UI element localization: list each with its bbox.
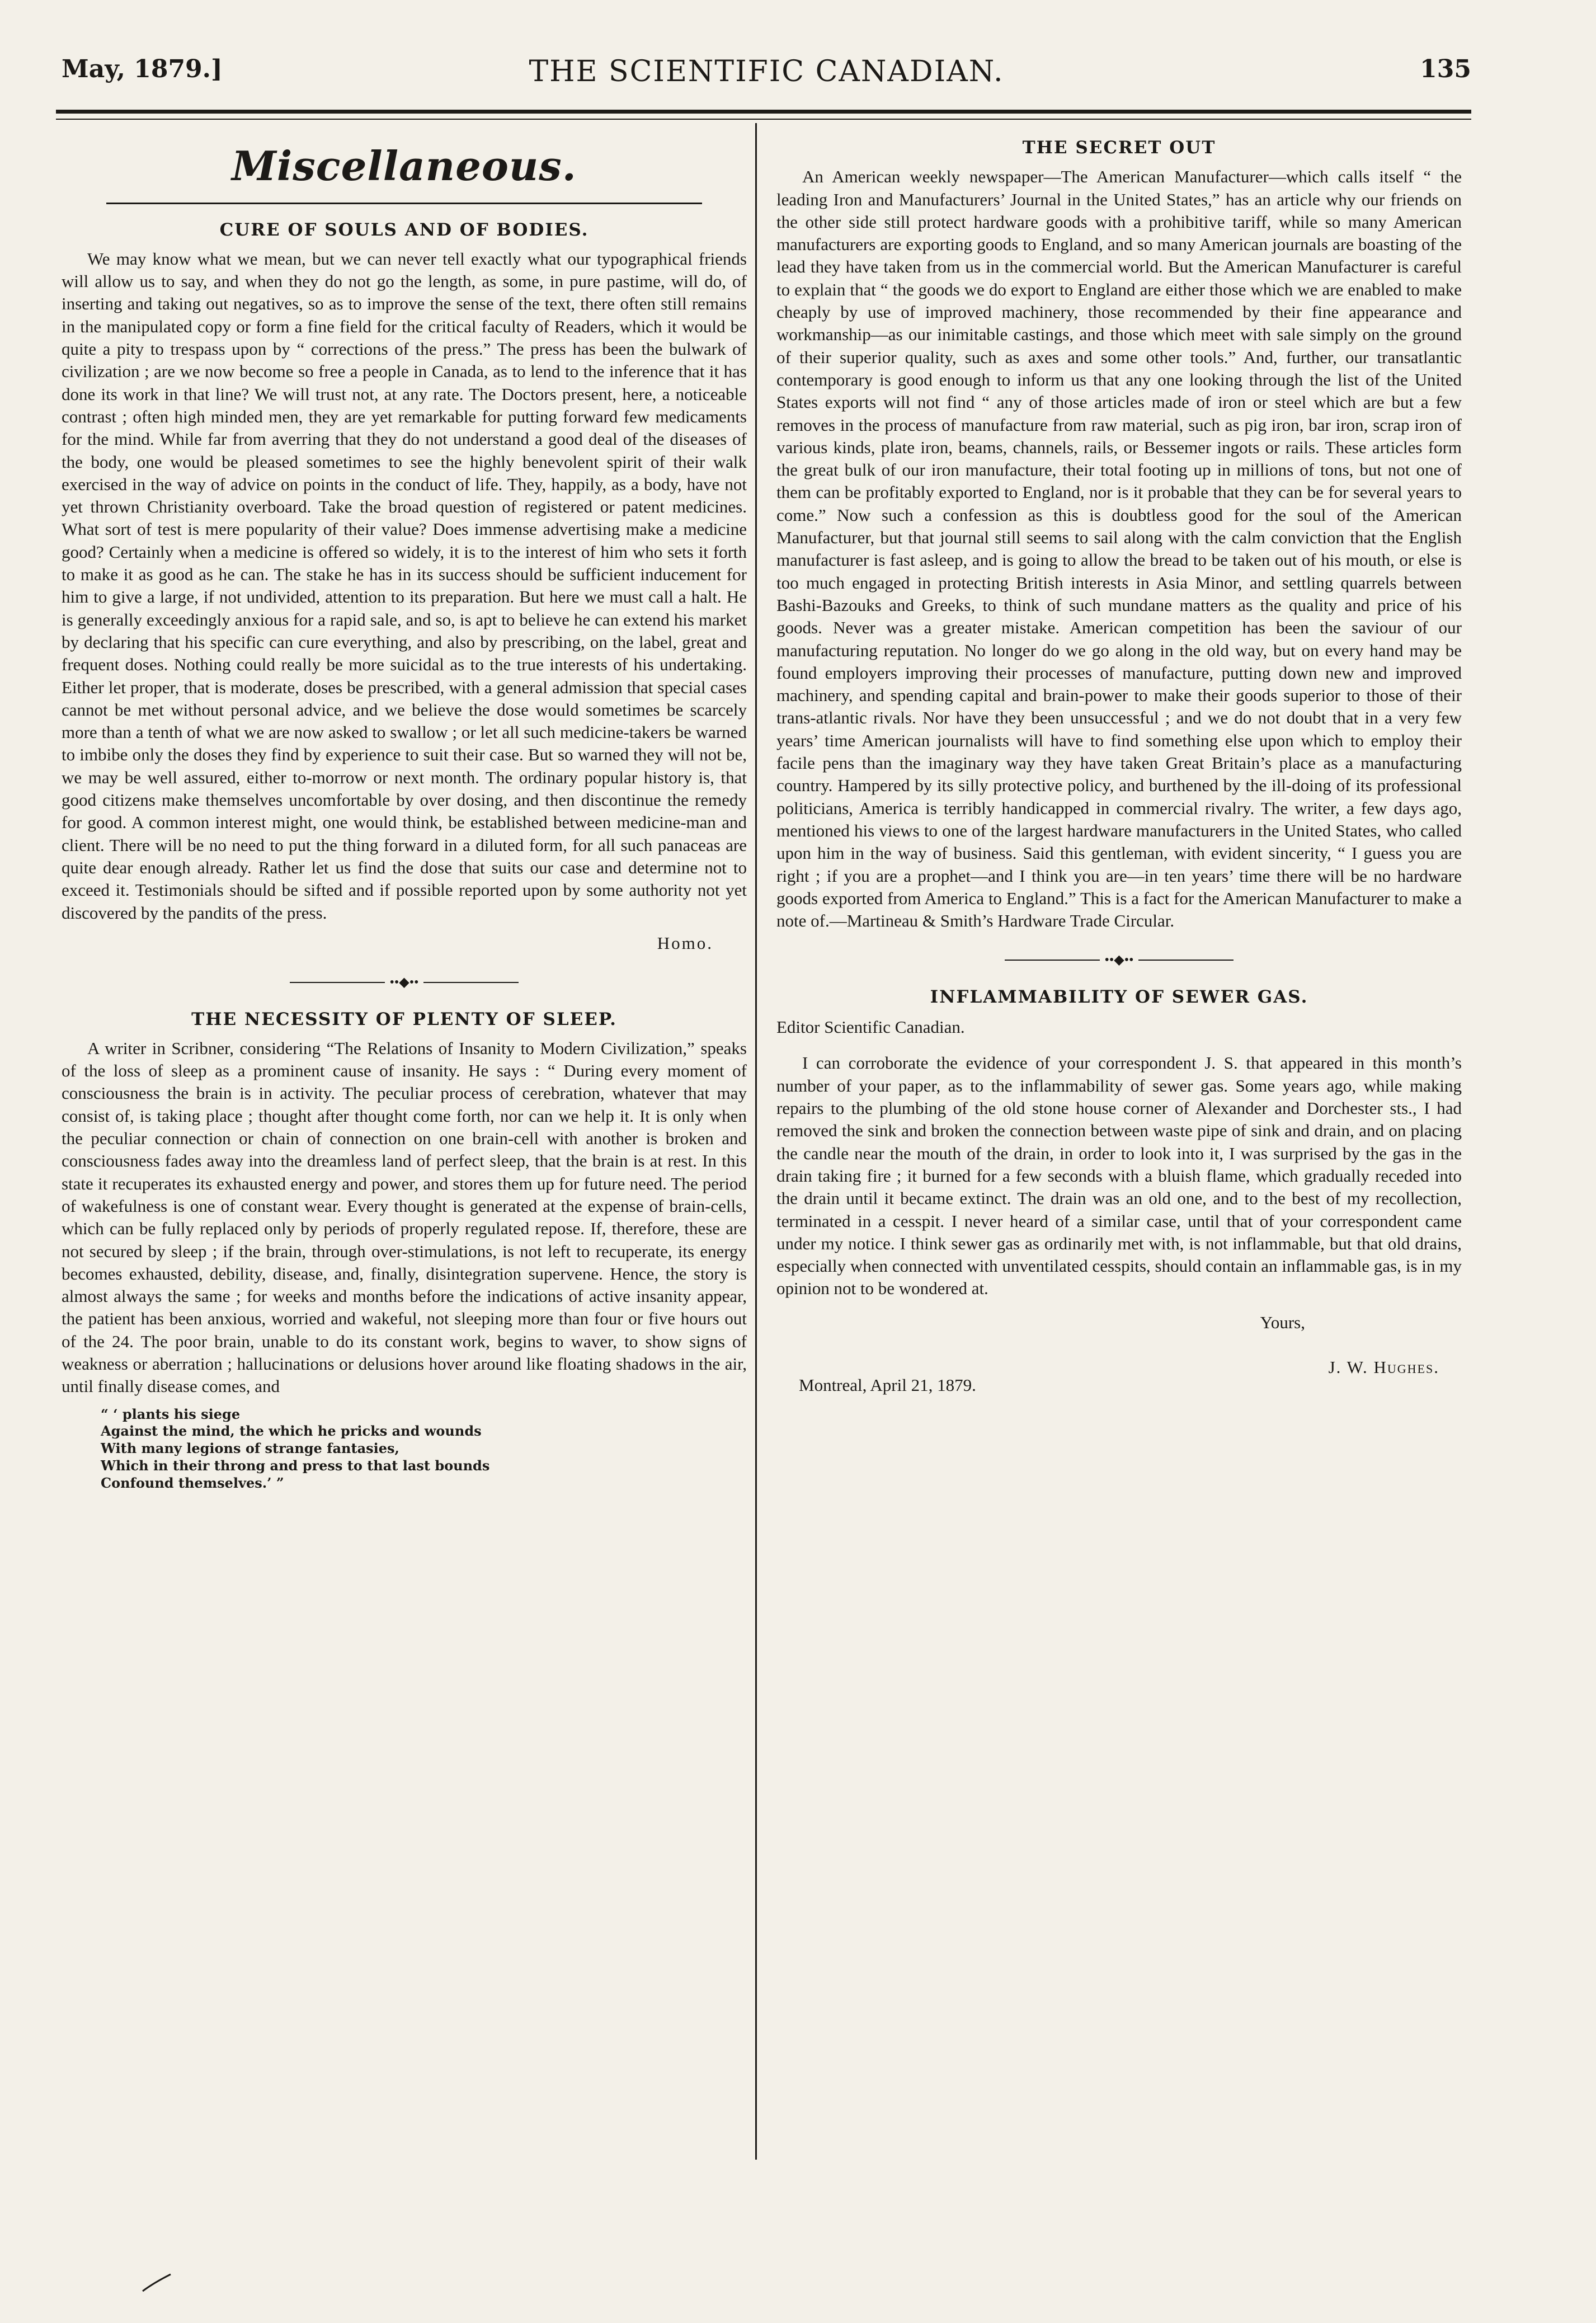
- article-paragraph: A writer in Scribner, considering “The Relations of Insanity to Modern Civilization,” speaks of the loss of sleep as a prominent cause of insanity. He says : “ During every moment of consciousness the brain is in activity. The peculiar process of cerebration, whatever that may consist of, is taking place ; thought after thought come forth, nor can we help it. It is only when the peculiar connection or chain of connection on one brain-cell with another is broken and consciousness fades away into the dreamless land of perfect sleep, that the brain is at rest. In this state it recuperates its exhausted energy and power, and stores them up for future need. The period of wakefulness is one of constant wear. Every thought is generated at the expense of brain-cells, which can be fully replaced only by periods of properly regulated repose. If, therefore, these are not secured by sleep ; if the brain, through over-stimulations, is not left to recuperate, its energy becomes exhausted, debility, disease, and, finally, disintegration supervene. Hence, the story is almost always the same ; for weeks and months before the indications of active insanity appear, the patient has been anxious, worried and wakeful, not sleeping more than four or five hours out of the 24. The poor brain, unable to do its constant work, begins to waver, to show signs of weakness or aberration ; hallucinations or delusions hover around like floating shadows in the air, until finally disease comes, and: [62, 1038, 747, 1396]
- section-separator: [62, 975, 747, 989]
- separator-ornament: ••◆••: [389, 975, 419, 990]
- separator-ornament: ••◆••: [1104, 952, 1134, 967]
- header-rule-thin: [56, 119, 1471, 120]
- article-title: CURE OF SOULS AND OF BODIES.: [219, 219, 589, 240]
- issue-date: May, 1879.]: [62, 55, 223, 83]
- article-title: INFLAMMABILITY OF SEWER GAS.: [930, 986, 1308, 1007]
- column-divider: [755, 123, 757, 2160]
- letter-signature: J. W. Hughes.: [1328, 1357, 1439, 1377]
- article-cure-of-souls: [62, 219, 747, 955]
- verse-line: Against the mind, the which he pricks and wounds: [101, 1423, 482, 1440]
- letter-place-date: Montreal, April 21, 1879.: [799, 1375, 976, 1395]
- page-number: 135: [1420, 55, 1471, 83]
- running-head: [62, 55, 1471, 100]
- article-title: THE SECRET OUT: [1022, 138, 1216, 158]
- letter-closing: Yours,: [1260, 1312, 1305, 1332]
- verse-line: Which in their throng and press to that last bounds: [101, 1457, 490, 1474]
- article-secret-out: [776, 137, 1462, 932]
- left-column: [62, 129, 747, 1492]
- masthead-rule: [106, 203, 702, 204]
- verse-line: “ ‘ plants his siege: [101, 1405, 241, 1422]
- section-masthead: Miscellaneous.: [232, 142, 577, 190]
- article-signature: Homo.: [657, 933, 713, 953]
- pen-mark-icon: [140, 2272, 173, 2294]
- article-sewer-gas: [776, 986, 1462, 1395]
- verse-line: Confound themselves.’ ”: [101, 1474, 284, 1491]
- publication-title: THE SCIENTIFIC CANADIAN.: [529, 55, 1004, 88]
- article-paragraph: We may know what we mean, but we can never tell exactly what our typographical friends will allow us to say, and when they do not go the length, as some, in pure pastime, will do, of inserting and taking out negatives, so as to improve the sense of the text, there often still remains in the manipulated copy or form a fine field for the critical faculty of Readers, which it would be quite a pity to trespass upon by “ corrections of the press.” The press has been the bulwark of civilization ; are we now become so free a people in Canada, as to lend to the inference that it has done its work in that line? We will trust not, at any rate. The Doctors present, here, a noticeable contrast ; often high minded men, they are yet remarkable for putting forward few medicaments for the mind. While far from averring that they do not understand a good deal of the diseases of the body, one would be pleased sometimes to see the highly benevolent spirit of their walk exercised in the way of advice on points in the conduct of life. They, happily, as a body, have not yet thrown Christianity overboard. Take the broad question of registered or patent medicines. What sort of test is mere popularity of their value? Does immense advertising make a medicine good? Certainly when a medicine is offered so widely, it is to the interest of him who sets it forth to make it as good as he can. The stake he has in its success should be sufficient inducement for him to give a large, if not undivided, attention to its preparation. But here we must call a halt. He is generally exceedingly anxious for a rapid sale, and so, is apt to believe he can extend his market by declaring that his specific can cure everything, and also by prescribing, on the label, great and frequent doses. Nothing could really be more suicidal as to the true interests of his undertaking. Either let proper, that is moderate, doses be prescribed, with a general admission that special cases cannot be met without personal advice, and we believe the dose would sometimes be scarcely more than a tenth of what we are now asked to swallow ; or let all such medicine-takers be warned to imbibe only the doses they find by experience to suit their case. But so warned they will not be, we may be well assured, either to-morrow or next month. The ordinary popular history is, that good citizens make themselves uncomfortable by over dosing, and then discontinue the remedy for good. A common interest might, one would think, be established between medicine-man and client. There will be no need to put the thing forward in a diluted form, for all such panaceas are quite dear enough already. Rather let us find the dose that suits our case and determine not to exceed it. Testimonials should be sifted and if possible reported upon by some authority not yet discovered by the pandits of the press.: [62, 248, 747, 923]
- header-rule: [56, 110, 1471, 114]
- article-title: THE NECESSITY OF PLENTY OF SLEEP.: [191, 1009, 617, 1029]
- article-paragraph: I can corroborate the evidence of your correspondent J. S. that appeared in this month’s number of your paper, as to the inflammability of sewer gas. Some years ago, while making repairs to the plumbing of the old stone house corner of Alexander and Dorchester sts., I had removed the sink and broken the connection between waste pipe of sink and drain, and on placing the candle near the mouth of the drain, in order to look into it, I was surprised by the gas in the drain taking fire ; it burned for a few seconds with a bluish flame, which gradually receded into the drain until it became extinct. The drain was an old one, and to the best of my recollection, terminated in a cesspit. I never heard of a similar case, until that of your correspondent came under my notice. I think sewer gas as ordinarily met with, is not inflammable, but that old drains, especially when connected with unventilated cesspits, should contain an inflammable gas, is in my opinion not to be wondered at.: [776, 1053, 1462, 1299]
- article-necessity-of-sleep: [62, 1008, 747, 1492]
- letter-signature-row: [776, 1356, 1462, 1395]
- right-column: [776, 129, 1462, 1395]
- verse-quotation: [101, 1406, 747, 1492]
- section-separator: [776, 952, 1462, 966]
- article-paragraph: An American weekly newspaper—The American Manufacturer—which calls itself “ the leading Iron and Manufacturers’ Journal in the United States,” has an article why our friends on the other side still protect hardware goods with a prohibitive tariff, while so many American manufacturers are exporting goods to England, and so many American journals are boasting of the lead they have taken from us in the commercial world. But the American Manufacturer is careful to explain that “ the goods we do export to England are either those which we are enabled to make cheaply by use of improved machinery, those recommended by their fine appearance and workmanship—as our inimitable castings, and those which meet with sale simply on the ground of their superior quality, such as axes and some other tools.” And, further, our transatlantic contemporary is good enough to inform us that any one looking through the list of the United States exports will not find “ any of those articles made of iron or steel which are but a few removes in the process of manufacture from raw material, such as pig iron, bar iron, scrap iron of various kinds, plate iron, beams, channels, rails, or Bessemer ingots or rails. These articles form the great bulk of our iron manufacture, their total footing up in millions of tons, but not one of them can be profitably exported to England, nor is it probable that they can be for several years to come.” Now such a confession as this is doubtless good for the soul of the American Manufacturer, but that journal still seems to sail along with the calm conviction that the English manufacturer is fast asleep, and is going to allow the bread to be taken out of his mouth, or else is too much engaged in protecting British interests in Asia Minor, and settling quarrels between Bashi-Bazouks and Greeks, to think of such mundane matters as the quality and price of his goods. Never was a greater mistake. American competition has been the saviour of our manufacturing reputation. No longer do we go along in the old way, but on every hand may be found employers improving their processes of manufacture, putting down new and improved machinery, and spending capital and brain-power to make their goods superior to those of their trans-atlantic rivals. Nor have they been unsuccessful ; and we do not doubt that in a very few years’ time American journalists will have to find something else upon which to employ their facile pens than the imaginary way they have taken Great Britain’s place as a manufacturing country. Hampered by its silly protective policy, and burthened by the ill-doing of its professional politicians, America is terribly handicapped in commercial rivalry. The writer, a few days ago, mentioned his views to one of the largest hardware manufacturers in the United States, who called upon him in the way of business. Said this gentleman, with evident sincerity, “ I guess you are right ; if you are a prophet—and I think you are—in ten years’ time there will be no hardware goods exported from America to England.” This is a fact for the American Manufacturer to make a note of.—Martineau & Smith’s Hardware Trade Circular.: [776, 167, 1462, 931]
- editor-salutation: Editor Scientific Canadian.: [776, 1017, 965, 1037]
- verse-line: With many legions of strange fantasies,: [101, 1440, 399, 1457]
